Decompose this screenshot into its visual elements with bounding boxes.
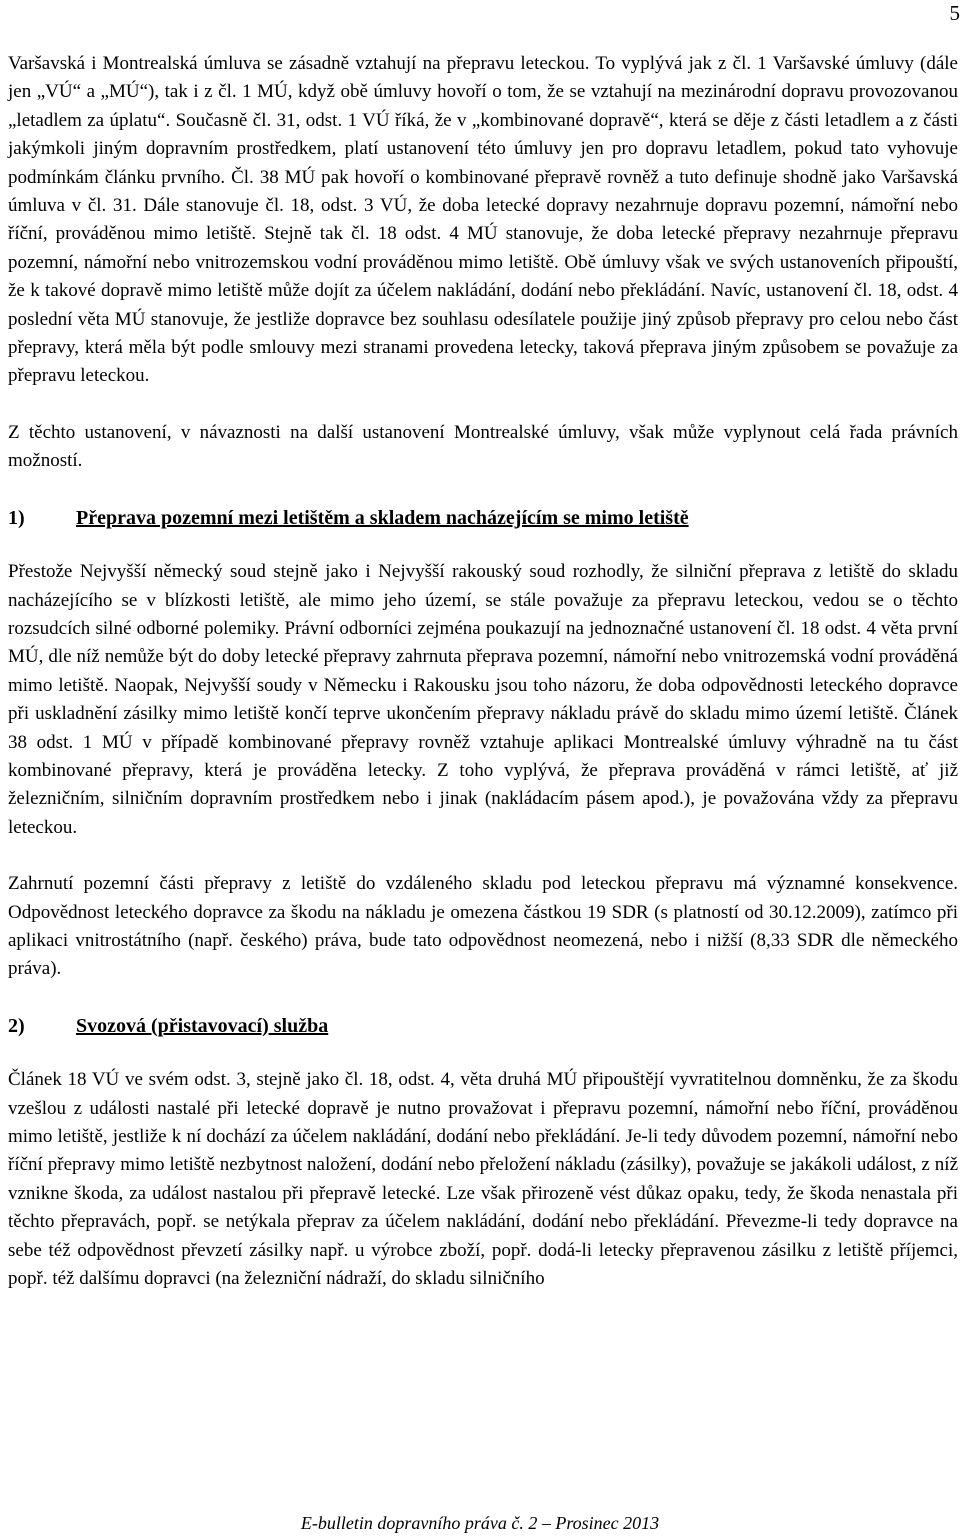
- page-number: 5: [949, 1, 960, 25]
- section-1-title: Přeprava pozemní mezi letištěm a skladem nacházejícím se mimo letiště: [76, 506, 689, 529]
- section-1-paragraph-2: Zahrnutí pozemní části přepravy z letiště do vzdáleného skladu pod leteckou přepravu má významné konsekvence. Odpovědnost leteckého dopravce za škodu na nákladu je omezena částkou 19 SDR (s platností od 30.12.2009), zatímco při aplikaci vnitrostátního (např. českého) práva, bude tato odpovědnost neomezená, nebo i nižší (8,33 SDR dle německého práva).: [8, 873, 958, 980]
- document-body: [8, 50, 958, 1293]
- section-2-heading: [8, 1012, 958, 1040]
- section-1-paragraph-1: Přestože Nejvyšší německý soud stejně jako i Nejvyšší rakouský soud rozhodly, že silniční přeprava z letiště do skladu nacházejícího se v blízkosti letiště, ale mimo jeho území, se stále považuje za přepravu leteckou, vedou se o těchto rozsudcích silné odborné polemiky. Právní odborníci zejména poukazují na jednoznačné ustanovení čl. 18 odst. 4 věta první MÚ, dle níž nemůže být do doby letecké přepravy zahrnuta přeprava pozemní, námořní nebo vnitrozemská vodní prováděná mimo letiště. Naopak, Nejvyšší soudy v Německu i Rakousku jsou toho názoru, že doba odpovědnosti leteckého dopravce při uskladnění zásilky mimo letiště končí teprve ukončením přepravy nákladu právě do skladu mimo území letiště. Článek 38 odst. 1 MÚ v případě kombinované přepravy rovněž vztahuje aplikaci Montrealské úmluvy výhradně na tu část kombinované přepravy, která je prováděna letecky. Z toho vyplývá, že přeprava prováděná v rámci letiště, ať již železničním, silničním dopravním prostředkem nebo i jinak (nakládacím pásem apod.), je považována vždy za přepravu leteckou.: [8, 561, 958, 838]
- intro-paragraph: Varšavská i Montrealská úmluva se zásadně vztahují na přepravu leteckou. To vyplývá jak z čl. 1 Varšavské úmluvy (dále jen „VÚ“ a „MÚ“), tak i z čl. 1 MÚ, když obě úmluvy hovoří o tom, že se vztahují na mezinárodní dopravu provozovanou „letadlem za úplatu“. Současně čl. 31, odst. 1 VÚ říká, že v „kombinované dopravě“, která se děje z části letadlem a z části jakýmkoli jiným dopravním prostředkem, platí ustanovení této úmluvy jen pro dopravu letadlem, pokud tato vyhovuje podmínkám článku prvního. Čl. 38 MÚ pak hovoří o kombinované přepravě rovněž a tuto definuje shodně jako Varšavská úmluva v čl. 31. Dále stanovuje čl. 18, odst. 3 VÚ, že doba letecké dopravy nezahrnuje dopravu pozemní, námořní nebo říční, prováděnou mimo letiště. Stejně tak čl. 18 odst. 4 MÚ stanovuje, že doba letecké přepravy nezahrnuje přepravu pozemní, námořní nebo vnitrozemskou vodní prováděnou mimo letiště. Obě úmluvy však ve svých ustanoveních připouští, že k takové dopravě mimo letiště může dojít za účelem nakládání, dodání nebo překládání. Navíc, ustanovení čl. 18, odst. 4 poslední věta MÚ stanovuje, že jestliže dopravce bez souhlasu odesílatele použije jiný způsob přepravy pro celou nebo část přepravy, která měla být podle smlouvy mezi stranami provedena letecky, taková přeprava jiným způsobem se považuje za přepravu leteckou.: [8, 53, 958, 387]
- section-2-title: Svozová (přistavovací) služba: [76, 1014, 329, 1037]
- section-2-number: 2): [8, 1014, 25, 1037]
- section-2-paragraph-1: Článek 18 VÚ ve svém odst. 3, stejně jako čl. 18, odst. 4, věta druhá MÚ připouštějí vyvratitelnou domněnku, že za škodu vzešlou z události nastalé při letecké dopravě je nutno provažovat i přepravu pozemní, námořní nebo říční, prováděnou mimo letiště, jestliže k ní dochází za účelem nakládání, dodání nebo překládání. Je-li tedy důvodem pozemní, námořní nebo říční přepravy mimo letiště nezbytnost naložení, dodání nebo přeložení nákladu (zásilky), považuje se jakákoli událost, z níž vznikne škoda, za událost nastalou při přepravě letecké. Lze však přirozeně vést důkaz opaku, tedy, že škoda nenastala při těchto přepravách, popř. se netýkala přeprav za účelem nakládání, dodání nebo překládání. Převezme-li tedy dopravce na sebe též odpovědnost převzetí zásilky např. u výrobce zboží, popř. dodá-li letecky přepravenou zásilku z letiště příjemci, popř. též dalšímu dopravci (na železniční nádraží, do skladu silničního: [8, 1069, 958, 1290]
- section-1-heading: [8, 504, 958, 532]
- section-1-number: 1): [8, 506, 25, 529]
- summary-paragraph: Z těchto ustanovení, v návaznosti na další ustanovení Montrealské úmluvy, však může vyplynout celá řada právních možností.: [8, 421, 958, 472]
- page-footer: E-bulletin dopravního práva č. 2 – Prosinec 2013: [300, 1513, 660, 1533]
